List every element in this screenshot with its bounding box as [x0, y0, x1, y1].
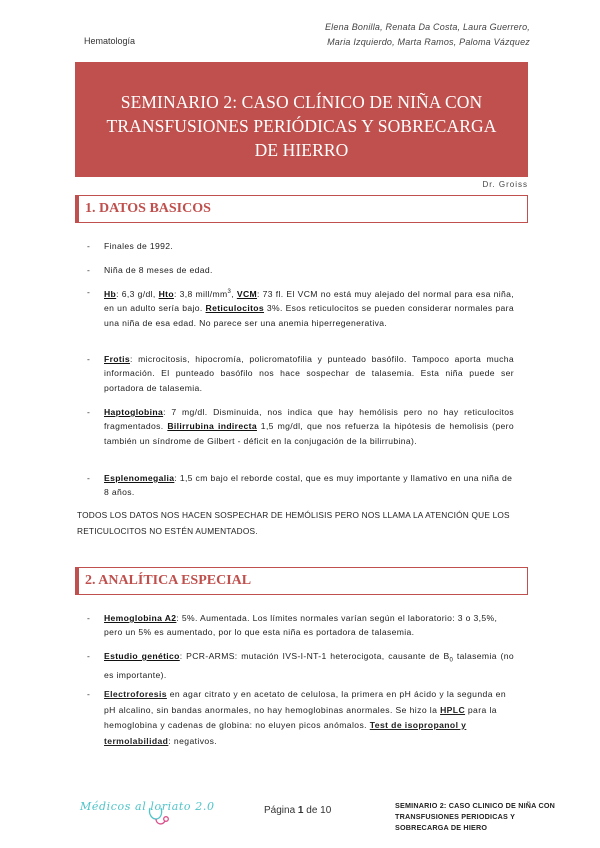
list-item [87, 471, 514, 500]
superscript: 3 [227, 289, 232, 295]
term-hto: Hto [158, 288, 174, 299]
page-total: 10 [320, 805, 332, 816]
subscript: 0 [449, 657, 454, 664]
list-item-text: : microcitosis, hipocromía, policromatofilia y punteado basófilo. Tampoco aporta mucha información. El punteado basófilo nos hace sospechar de talasemia. Esta niña puede ser portadora de talasemia. [104, 354, 514, 393]
bullet: - [87, 689, 91, 699]
list-item [87, 263, 514, 277]
bullet: - [87, 287, 91, 297]
page-label: Página [264, 805, 298, 816]
list-item-text: : 1,5 cm bajo el reborde costal, que es muy importante y llamativo en una niña de 8 años. [104, 473, 513, 498]
author-name: Dr. Groiss [482, 180, 528, 189]
term-reticulocitos: Reticulocitos [205, 303, 265, 314]
bullet: - [87, 651, 91, 661]
bullet: - [87, 354, 91, 364]
list-item [87, 285, 515, 330]
title-banner [75, 62, 528, 177]
term-haptoglobina: Haptoglobina [104, 407, 164, 417]
term-esplenomegalia: Esplenomegalia [104, 473, 175, 483]
term-vcm: VCM [236, 288, 258, 299]
page-current: 1 [297, 805, 304, 816]
term-electroforesis: Electroforesis [104, 689, 167, 699]
section-heading-datos-basicos [75, 195, 528, 223]
page-title-line3: DE HIERRO [254, 140, 349, 160]
list-item-text: talasemia (no es importante). [104, 651, 514, 681]
term-estudio-genetico: Estudio genético [104, 651, 180, 661]
list-item [87, 239, 514, 253]
term-frotis: Frotis [104, 354, 130, 364]
list-item [87, 649, 514, 683]
footer-title-line1: SEMINARIO 2: CASO CLINICO DE NIÑA CON [395, 801, 556, 810]
page-of: de [303, 805, 321, 816]
bullet: - [87, 473, 91, 483]
bullet: - [87, 265, 91, 275]
bullet: - [87, 407, 91, 417]
page-number [264, 805, 331, 816]
footer-logo: Médicos al loriato 2.0 [80, 800, 215, 813]
list-item-text: en agar citrato y en acetato de celulosa, la primera en pH ácido y la segunda en pH alcalino, sin bandas anormales, no hay hemoglobinas anormales. Se hizo la [104, 689, 507, 715]
list-item [87, 687, 514, 749]
bullet: - [87, 241, 91, 251]
list-item-text: Niña de 8 meses de edad. [104, 265, 213, 275]
list-item-text: : 73 fl. El VCM no está muy alejado del normal para esa niña, en un adulto sería bajo. [104, 288, 514, 314]
list-item-text: 3%. Esos reticulocitos se pueden considerar normales para una niña de esa edad. No parece ser una anemia hiperregenerativa. [104, 303, 515, 328]
term-bilirrubina: Bilirrubina indirecta [167, 421, 257, 432]
section-title: 1. DATOS BASICOS [85, 201, 211, 216]
section-accent-bar [75, 568, 79, 594]
footer-title [395, 800, 575, 833]
list-item-text: : 3,8 mill/mm [173, 288, 228, 299]
list-item-text: Finales de 1992. [104, 241, 174, 251]
section-accent-bar [75, 196, 79, 222]
list-item-text: para la hemoglobina y cadenas de globina: no eluyen picos anómalos. [104, 704, 497, 730]
summary-paragraph: TODOS LOS DATOS NOS HACEN SOSPECHAR DE HEMÓLISIS PERO NOS LLAMA LA ATENCIÓN QUE LOS RETICULOCITOS NO ESTÉN AUMENTADOS. [77, 510, 510, 536]
term-hplc: HPLC [440, 704, 466, 715]
page-title [75, 90, 528, 162]
section-heading-analitica-especial [75, 567, 528, 595]
list-item-text: : PCR-ARMS: mutación IVS-I-NT-1 heterocigota, causante de B [179, 651, 450, 661]
header-department: Hematología [84, 36, 136, 46]
header-authors-line2: Maria Izquierdo, Marta Ramos, Paloma Vázquez [327, 37, 530, 47]
page-title-line2: TRANSFUSIONES PERIÓDICAS Y SOBRECARGA [106, 116, 497, 136]
footer-title-line2: TRANSFUSIONES PERIODICAS Y [395, 812, 516, 821]
section-title: 2. ANALÍTICA ESPECIAL [85, 573, 252, 588]
page-title-line1: SEMINARIO 2: CASO CLÍNICO DE NIÑA CON [120, 92, 483, 112]
term-hemoglobina-a2: Hemoglobina A2 [104, 613, 177, 623]
header-authors-line1: Elena Bonilla, Renata Da Costa, Laura Guerrero, [324, 22, 530, 32]
list-item-text: : 7 mg/dl. Disminuida, nos indica que hay hemólisis pero no hay reticulocitos fragmentados. [104, 407, 514, 432]
bullet: - [87, 613, 91, 623]
list-item-text: : 6,3 g/dl, [116, 288, 159, 299]
term-hb: Hb [104, 288, 117, 299]
list-item [87, 611, 514, 640]
header-authors [300, 20, 530, 50]
list-item [87, 405, 514, 448]
list-item-text: : negativos. [168, 735, 218, 746]
term-test-isopropanol: Test de isopropanol y termolabilidad [104, 720, 467, 746]
stethoscope-icon [146, 806, 172, 828]
list-item-text: 1,5 mg/dl, que nos refuerza la hipótesis de hemolisis (pero también un síndrome de Gilbert - déficit en la conjugación de la bilirrubina). [104, 421, 514, 446]
list-item [87, 352, 514, 395]
list-item-text: : 5%. Aumentada. Los límites normales varían según el laboratorio: 3 o 3,5%, pero un 5% es aumentado, por lo que esta niña es portadora de talasemia. [104, 613, 498, 638]
list-item-text: , [231, 288, 237, 299]
footer-title-line3: SOBRECARGA DE HIERO [395, 823, 488, 832]
